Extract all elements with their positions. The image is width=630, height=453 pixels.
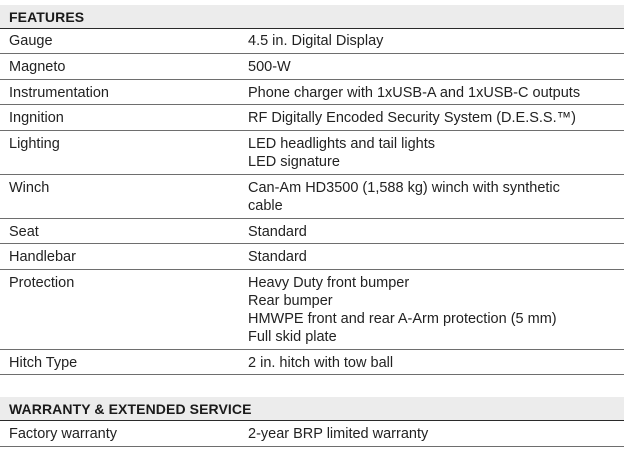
spec-value [248, 425, 624, 446]
spec-value [248, 223, 624, 243]
spec-row-protection [0, 270, 624, 350]
spec-row-ignition [0, 105, 624, 131]
spec-label: Ingnition [9, 110, 64, 126]
spec-value-line: LED headlights and tail lights [248, 136, 436, 152]
spec-value [248, 354, 624, 374]
spec-label: Hitch Type [9, 355, 78, 371]
spec-label: Magneto [9, 59, 66, 75]
spec-value [248, 274, 624, 349]
spec-value-line: RF Digitally Encoded Security System (D.E.S.S.™) [248, 110, 576, 126]
spec-label: Gauge [9, 33, 53, 49]
spec-value-line: Heavy Duty front bumper [248, 275, 410, 291]
spec-value [248, 248, 624, 269]
spec-value-line: Standard [248, 249, 307, 265]
spec-row-hitch-type [0, 350, 624, 375]
spec-value-line: Rear bumper [248, 293, 333, 309]
spec-label: Factory warranty [9, 426, 117, 442]
spec-label: Handlebar [9, 249, 76, 265]
spec-row-handlebar [0, 244, 624, 270]
warranty-section [0, 397, 624, 447]
spec-value [248, 84, 624, 104]
spec-value-line: LED signature [248, 154, 340, 170]
spec-row-winch [0, 175, 624, 219]
warranty-heading: WARRANTY & EXTENDED SERVICE [0, 397, 624, 421]
spec-row-lighting [0, 131, 624, 175]
spec-value [248, 58, 624, 79]
spec-label: Winch [9, 180, 50, 196]
spec-value-line: 4.5 in. Digital Display [248, 33, 384, 49]
spec-label: Lighting [9, 136, 60, 152]
spec-value [248, 179, 624, 218]
spec-value-line: cable [248, 198, 283, 214]
spec-label: Instrumentation [9, 85, 109, 101]
spec-label: Protection [9, 275, 75, 291]
features-heading: FEATURES [0, 5, 624, 29]
spec-value-line: Phone charger with 1xUSB-A and 1xUSB-C outputs [248, 85, 581, 101]
spec-value [248, 32, 624, 53]
spec-row-magneto [0, 54, 624, 80]
features-section [0, 5, 624, 375]
spec-label: Seat [9, 224, 39, 240]
spec-value-line: Standard [248, 224, 307, 240]
spec-value-line: Full skid plate [248, 329, 337, 345]
spec-value-line: 2 in. hitch with tow ball [248, 355, 394, 371]
spec-value-line: Can-Am HD3500 (1,588 kg) winch with synthetic [248, 180, 560, 196]
spec-row-gauge [0, 29, 624, 54]
spec-row-seat [0, 219, 624, 244]
spec-row-instrumentation [0, 80, 624, 105]
spec-value [248, 109, 624, 130]
spec-value-line: 2-year BRP limited warranty [248, 426, 429, 442]
spec-row-factory-warranty [0, 421, 624, 447]
spec-value-line: 500-W [248, 59, 291, 75]
spec-value-line: HMWPE front and rear A-Arm protection (5 mm) [248, 311, 557, 327]
spec-value [248, 135, 624, 174]
